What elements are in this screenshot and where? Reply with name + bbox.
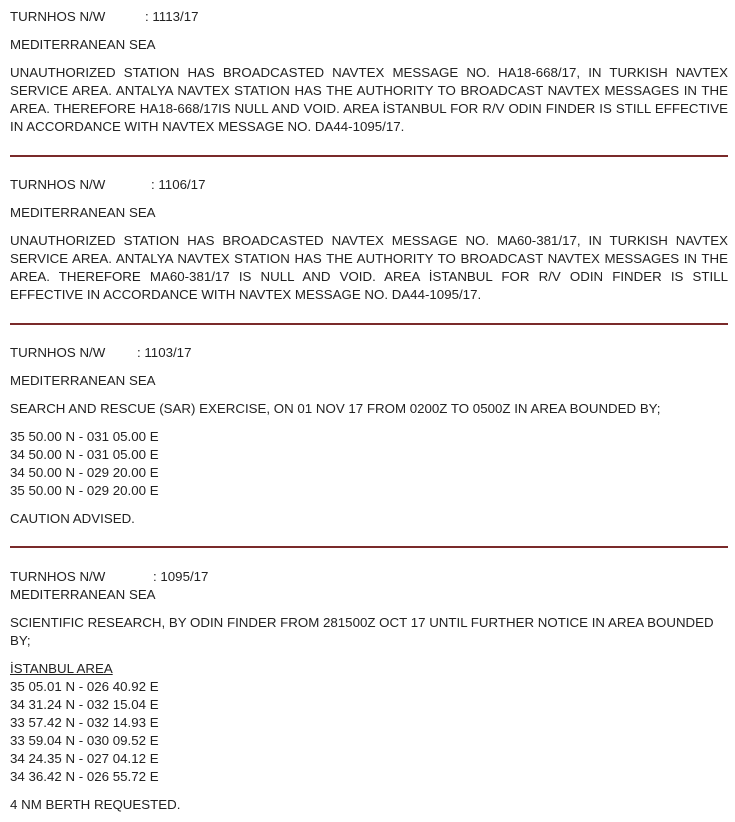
warning-label: TURNHOS N/W [10,345,106,360]
warning-body: UNAUTHORIZED STATION HAS BROADCASTED NAVTEX MESSAGE NO. HA18-668/17, IN TURKISH NAVTEX SERVICE AREA. ANTALYA NAVTEX STATION HAS THE AUTHORITY TO BROADCAST NAVTEX MESSAGES IN THE AREA. THEREFORE HA18-668/17IS NULL AND VOID. AREA İSTANBUL FOR R/V ODIN FINDER IS STILL EFFECTIVE IN ACCORDANCE WITH NAVTEX MESSAGE NO. DA44-1095/17. [10,65,728,134]
warning-number: : 1103/17 [137,345,192,360]
coordinate: 34 31.24 N - 032 15.04 E [10,697,159,712]
coordinate-list [10,428,728,500]
warning-body: SCIENTIFIC RESEARCH, BY ODIN FINDER FROM 281500Z OCT 17 UNTIL FURTHER NOTICE IN AREA BOUNDED BY; [10,615,714,648]
warning-footer: CAUTION ADVISED. [10,511,135,526]
warning-1103 [10,344,728,528]
warning-footer: 4 NM BERTH REQUESTED. [10,797,181,812]
warning-1106 [10,176,728,304]
warning-label: TURNHOS N/W [10,9,106,24]
warning-header [10,176,728,194]
warning-body: SEARCH AND RESCUE (SAR) EXERCISE, ON 01 NOV 17 FROM 0200Z TO 0500Z IN AREA BOUNDED BY; [10,401,661,416]
warning-body: UNAUTHORIZED STATION HAS BROADCASTED NAVTEX MESSAGE NO. MA60-381/17, IN TURKISH NAVTEX SERVICE AREA. ANTALYA NAVTEX STATION HAS THE AUTHORITY TO BROADCAST NAVTEX MESSAGES IN THE AREA. THEREFORE MA60-381/17 IS NULL AND VOID. AREA İSTANBUL FOR R/V ODIN FINDER IS STILL EFFECTIVE IN ACCORDANCE WITH NAVTEX MESSAGE NO. DA44-1095/17. [10,233,728,302]
coordinate: 35 50.00 N - 031 05.00 E [10,429,159,444]
warning-region: MEDITERRANEAN SEA [10,205,156,220]
warning-1095 [10,568,728,814]
warning-header [10,8,728,26]
coordinate: 34 50.00 N - 031 05.00 E [10,447,159,462]
coordinate-list [10,678,728,786]
section-divider [10,323,728,325]
coordinate: 34 36.42 N - 026 55.72 E [10,769,159,784]
coordinate: 33 59.04 N - 030 09.52 E [10,733,159,748]
area-name: İSTANBUL AREA [10,661,113,676]
warning-label: TURNHOS N/W [10,177,106,192]
warning-number: : 1106/17 [151,177,206,192]
warning-number: : 1095/17 [153,569,209,584]
warning-header [10,344,728,362]
section-divider [10,546,728,548]
warning-1113 [10,8,728,136]
coordinate: 34 50.00 N - 029 20.00 E [10,465,159,480]
coordinate: 33 57.42 N - 032 14.93 E [10,715,159,730]
warning-region: MEDITERRANEAN SEA [10,373,156,388]
coordinate: 34 24.35 N - 027 04.12 E [10,751,159,766]
warning-region: MEDITERRANEAN SEA [10,587,156,602]
warning-number: : 1113/17 [145,9,199,24]
coordinate: 35 50.00 N - 029 20.00 E [10,483,159,498]
warning-label: TURNHOS N/W [10,569,106,584]
coordinate: 35 05.01 N - 026 40.92 E [10,679,159,694]
warning-header [10,568,728,586]
section-divider [10,155,728,157]
warning-region: MEDITERRANEAN SEA [10,37,156,52]
